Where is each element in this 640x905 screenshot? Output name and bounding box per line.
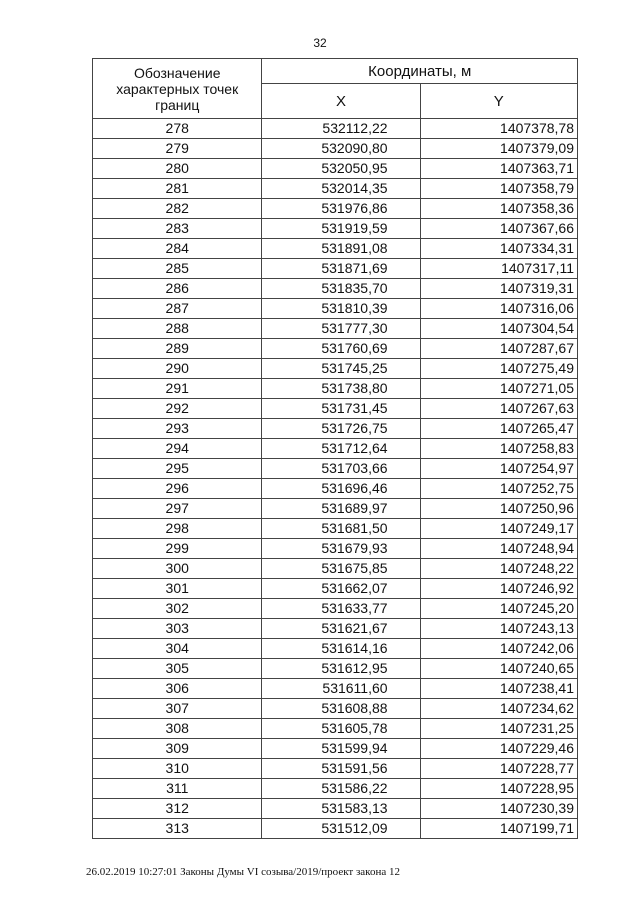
table-row [93,319,578,339]
cell-y: 1407275,49 [420,359,577,379]
cell-y: 1407229,46 [420,739,577,759]
cell-y: 1407238,41 [420,679,577,699]
cell-point: 301 [93,579,262,599]
cell-x: 532050,95 [262,159,420,179]
header-coordinates: Координаты, м [262,59,578,84]
cell-y: 1407367,66 [420,219,577,239]
cell-y: 1407240,65 [420,659,577,679]
cell-x: 531712,64 [262,439,420,459]
cell-y: 1407358,36 [420,199,577,219]
cell-y: 1407228,95 [420,779,577,799]
cell-x: 531731,45 [262,399,420,419]
cell-y: 1407267,63 [420,399,577,419]
cell-x: 531976,86 [262,199,420,219]
cell-point: 284 [93,239,262,259]
cell-x: 531919,59 [262,219,420,239]
cell-y: 1407304,54 [420,319,577,339]
cell-y: 1407243,13 [420,619,577,639]
cell-point: 288 [93,319,262,339]
cell-point: 303 [93,619,262,639]
table-row [93,479,578,499]
cell-point: 300 [93,559,262,579]
cell-point: 279 [93,139,262,159]
cell-point: 295 [93,459,262,479]
coordinates-table [92,58,578,839]
table-header [93,59,578,119]
table-row [93,599,578,619]
table-row [93,639,578,659]
cell-y: 1407242,06 [420,639,577,659]
cell-x: 532112,22 [262,119,420,139]
table-row [93,299,578,319]
header-y: Y [420,84,577,119]
cell-x: 531738,80 [262,379,420,399]
cell-x: 531703,66 [262,459,420,479]
table-row [93,559,578,579]
cell-y: 1407228,77 [420,759,577,779]
cell-point: 304 [93,639,262,659]
cell-point: 311 [93,779,262,799]
cell-x: 531675,85 [262,559,420,579]
cell-x: 531681,50 [262,519,420,539]
cell-y: 1407199,71 [420,819,577,839]
cell-x: 531605,78 [262,719,420,739]
cell-y: 1407234,62 [420,699,577,719]
table-row [93,259,578,279]
cell-x: 531696,46 [262,479,420,499]
cell-x: 531512,09 [262,819,420,839]
table-row [93,779,578,799]
cell-point: 307 [93,699,262,719]
cell-y: 1407378,78 [420,119,577,139]
table-row [93,659,578,679]
cell-point: 294 [93,439,262,459]
cell-x: 531760,69 [262,339,420,359]
cell-point: 278 [93,119,262,139]
cell-point: 302 [93,599,262,619]
cell-point: 283 [93,219,262,239]
cell-x: 531810,39 [262,299,420,319]
cell-x: 531608,88 [262,699,420,719]
header-point-name: Обозначение характерных точек границ [93,59,262,119]
cell-x: 531726,75 [262,419,420,439]
cell-x: 531583,13 [262,799,420,819]
table-row [93,719,578,739]
table-row [93,579,578,599]
cell-x: 531679,93 [262,539,420,559]
table-row [93,739,578,759]
cell-point: 285 [93,259,262,279]
cell-x: 531633,77 [262,599,420,619]
cell-point: 308 [93,719,262,739]
cell-point: 305 [93,659,262,679]
cell-point: 309 [93,739,262,759]
cell-point: 292 [93,399,262,419]
cell-y: 1407250,96 [420,499,577,519]
cell-y: 1407245,20 [420,599,577,619]
table-row [93,419,578,439]
cell-y: 1407231,25 [420,719,577,739]
table-row [93,179,578,199]
cell-point: 299 [93,539,262,559]
cell-x: 531611,60 [262,679,420,699]
header-x: X [262,84,420,119]
cell-y: 1407287,67 [420,339,577,359]
footer-stamp: 26.02.2019 10:27:01 Законы Думы VI созыва/2019/проект закона 12 [86,866,400,878]
cell-point: 280 [93,159,262,179]
table-row [93,359,578,379]
cell-point: 289 [93,339,262,359]
cell-x: 532014,35 [262,179,420,199]
cell-x: 531621,67 [262,619,420,639]
table-row [93,279,578,299]
cell-point: 290 [93,359,262,379]
cell-y: 1407265,47 [420,419,577,439]
cell-x: 531591,56 [262,759,420,779]
cell-y: 1407248,22 [420,559,577,579]
table-row [93,239,578,259]
cell-y: 1407254,97 [420,459,577,479]
cell-x: 531689,97 [262,499,420,519]
cell-x: 531745,25 [262,359,420,379]
table-row [93,799,578,819]
table-row [93,139,578,159]
cell-y: 1407317,11 [420,259,577,279]
cell-x: 531599,94 [262,739,420,759]
cell-point: 286 [93,279,262,299]
cell-point: 298 [93,519,262,539]
table-row [93,379,578,399]
table-row [93,519,578,539]
cell-y: 1407248,94 [420,539,577,559]
cell-point: 313 [93,819,262,839]
cell-x: 531891,08 [262,239,420,259]
cell-point: 312 [93,799,262,819]
cell-point: 281 [93,179,262,199]
cell-y: 1407271,05 [420,379,577,399]
cell-x: 532090,80 [262,139,420,159]
cell-point: 287 [93,299,262,319]
cell-point: 297 [93,499,262,519]
cell-y: 1407249,17 [420,519,577,539]
cell-x: 531612,95 [262,659,420,679]
cell-point: 282 [93,199,262,219]
table-row [93,699,578,719]
page-number: 32 [313,36,327,50]
cell-point: 291 [93,379,262,399]
table-row [93,459,578,479]
cell-y: 1407246,92 [420,579,577,599]
table-row [93,159,578,179]
table-row [93,119,578,139]
table-row [93,819,578,839]
cell-x: 531586,22 [262,779,420,799]
cell-point: 296 [93,479,262,499]
table-row [93,339,578,359]
cell-x: 531662,07 [262,579,420,599]
table-row [93,539,578,559]
cell-point: 306 [93,679,262,699]
table-row [93,499,578,519]
cell-y: 1407252,75 [420,479,577,499]
cell-y: 1407363,71 [420,159,577,179]
cell-y: 1407258,83 [420,439,577,459]
table-row [93,619,578,639]
cell-x: 531835,70 [262,279,420,299]
cell-x: 531614,16 [262,639,420,659]
cell-y: 1407319,31 [420,279,577,299]
cell-x: 531871,69 [262,259,420,279]
cell-y: 1407379,09 [420,139,577,159]
cell-y: 1407334,31 [420,239,577,259]
cell-point: 310 [93,759,262,779]
cell-y: 1407358,79 [420,179,577,199]
table-row [93,219,578,239]
table-row [93,199,578,219]
table-row [93,679,578,699]
table-row [93,759,578,779]
cell-point: 293 [93,419,262,439]
cell-x: 531777,30 [262,319,420,339]
table-body [93,119,578,839]
cell-y: 1407316,06 [420,299,577,319]
table-row [93,399,578,419]
cell-y: 1407230,39 [420,799,577,819]
table-row [93,439,578,459]
